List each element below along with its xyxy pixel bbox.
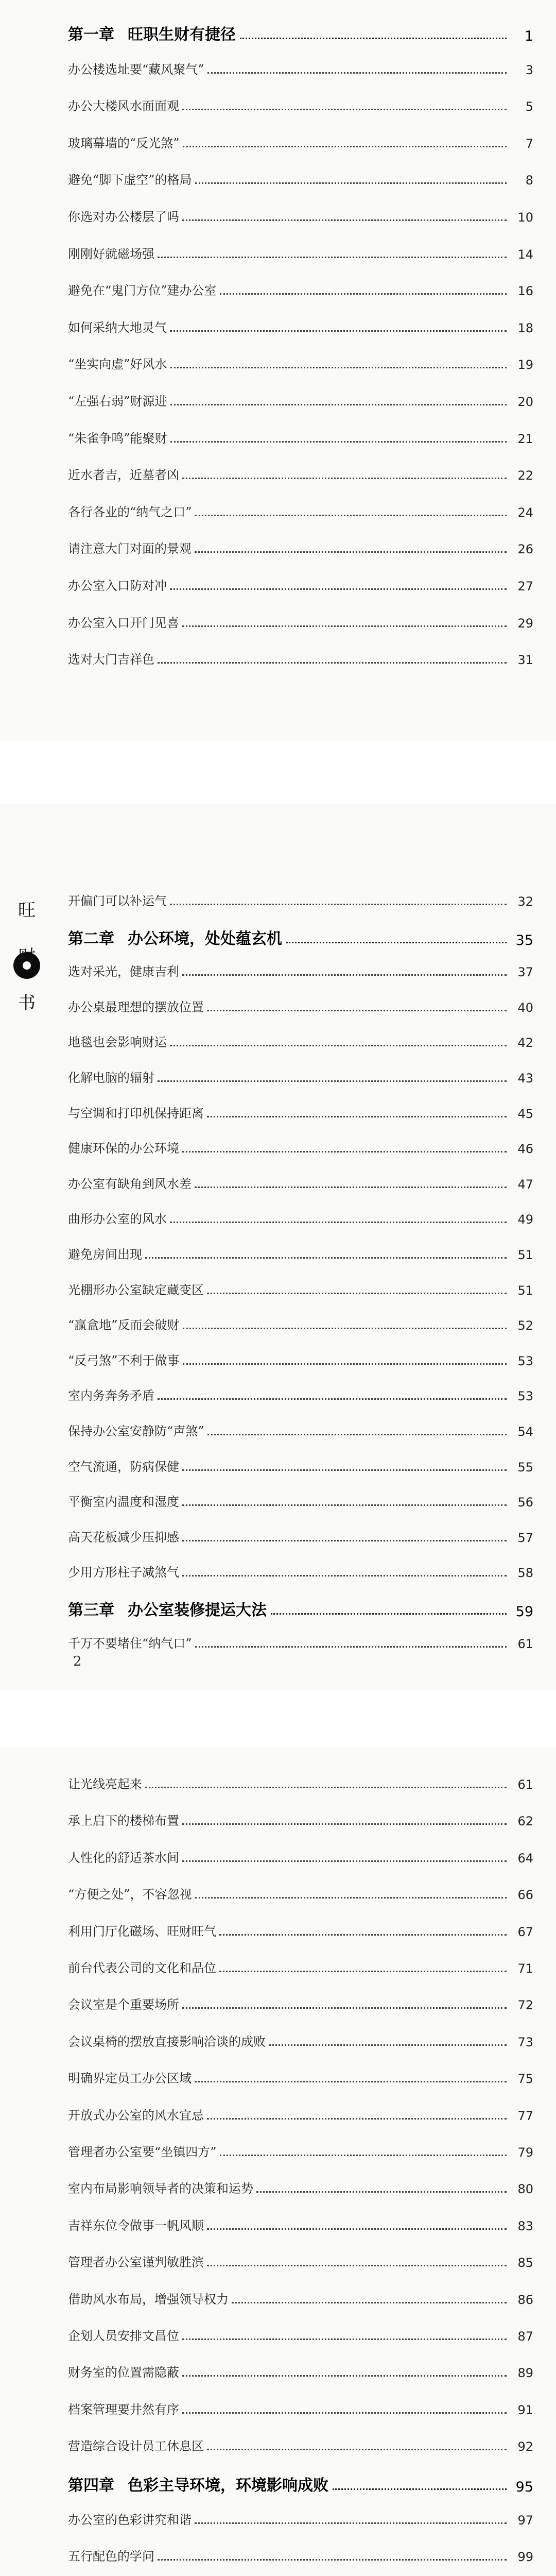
dot-leader (195, 1897, 507, 1899)
page-ref: 97 (517, 2513, 533, 2528)
page-ref: 66 (517, 1888, 533, 1903)
toc-chapter-row[interactable] (68, 1589, 533, 1620)
toc-entry-row[interactable] (68, 2243, 533, 2270)
dot-leader (220, 293, 507, 295)
page-ref: 87 (517, 2329, 533, 2344)
dot-leader (170, 588, 507, 590)
page-gap (0, 742, 556, 804)
toc-entry-row[interactable] (68, 882, 533, 909)
toc-entry-row[interactable] (68, 419, 533, 446)
toc-entry-row[interactable] (68, 953, 533, 979)
page-ref: 89 (517, 2366, 533, 2381)
toc-entry-row[interactable] (68, 2133, 533, 2160)
page-ref: 31 (517, 653, 533, 668)
page-ref: 26 (517, 542, 533, 557)
entry-title: 前台代表公司的文化和品位 (68, 1961, 216, 1975)
entry-title: 室内务奔务矛盾 (68, 1388, 154, 1403)
page-ref: 79 (517, 2145, 533, 2160)
dot-leader (182, 219, 507, 221)
dot-leader (286, 942, 507, 943)
toc-entry-row[interactable] (68, 161, 533, 188)
entry-title: 办公大楼风水面面观 (68, 99, 179, 114)
entry-title: “反弓煞”不利于做事 (68, 1353, 180, 1368)
page-ref: 99 (517, 2550, 533, 2565)
dot-leader (170, 404, 507, 405)
dot-leader (182, 2375, 507, 2377)
dot-leader (207, 1434, 507, 1435)
page-ref: 92 (517, 2439, 533, 2454)
page-ref: 85 (517, 2256, 533, 2270)
entry-title: 空气流通，防病保健 (68, 1459, 179, 1474)
entry-title: 地毯也会影响财运 (68, 1035, 167, 1050)
entry-title: 平衡室内温度和湿度 (68, 1495, 179, 1510)
dot-leader (207, 1293, 507, 1294)
entry-title: 管理者办公室要“坐镇四方” (68, 2145, 217, 2159)
entry-title: 财务室的位置需隐蔽 (68, 2365, 179, 2380)
page-ref: 21 (517, 431, 533, 446)
entry-title: 办公室入口开门见喜 (68, 615, 179, 630)
dot-leader (182, 1823, 507, 1825)
toc-entry-row[interactable] (68, 1912, 533, 1939)
toc-entry-row[interactable] (68, 309, 533, 335)
dot-leader (195, 2522, 507, 2524)
toc-entry-row[interactable] (68, 1949, 533, 1976)
page-ref: 51 (517, 1283, 533, 1298)
dot-leader (207, 2228, 507, 2230)
dot-leader (182, 2007, 507, 2009)
entry-title: 高天花板减少压抑感 (68, 1530, 179, 1545)
dot-leader (145, 1787, 507, 1788)
toc-entry-row[interactable] (68, 988, 533, 1015)
entry-title: 让光线亮起来 (68, 1777, 142, 1791)
toc-entry-row[interactable] (68, 1165, 533, 1192)
toc-entry-row[interactable] (68, 2096, 533, 2123)
entry-title: 你选对办公楼层了吗 (68, 210, 179, 224)
dot-leader (183, 1363, 507, 1365)
entry-title: 刚刚好就磁场强 (68, 246, 154, 261)
page-ref: 80 (517, 2182, 533, 2197)
toc-entry-row[interactable] (68, 1023, 533, 1050)
page-ref: 10 (517, 210, 533, 225)
dot-leader (195, 1187, 507, 1188)
chapter-title: 色彩主导环境，环境影响成败 (128, 2476, 328, 2495)
entry-title: 吉祥东位令做事一帆风顺 (68, 2218, 204, 2233)
page-ref: 51 (517, 1248, 533, 1262)
page-ref: 75 (517, 2072, 533, 2087)
toc-entry-row[interactable] (68, 1839, 533, 1866)
entry-title: 借助风水布局，增强领导权力 (68, 2292, 229, 2307)
page-ref: 54 (517, 1425, 533, 1439)
toc-entry-row[interactable] (68, 2207, 533, 2233)
toc-entry-row[interactable] (68, 198, 533, 225)
page-ref: 62 (517, 1814, 533, 1829)
toc-entry-row[interactable] (68, 493, 533, 520)
entry-title: 请注意大门对面的景观 (68, 541, 192, 556)
entry-title: “方便之处”，不容忽视 (68, 1887, 192, 1902)
entry-title: 选对采光，健康吉利 (68, 964, 179, 979)
page-ref: 72 (517, 1998, 533, 2013)
dot-leader (158, 662, 507, 664)
dot-leader (195, 2081, 507, 2082)
entry-title: 避免房间出现 (68, 1247, 142, 1262)
page-ref: 49 (517, 1212, 533, 1227)
entry-title: 各行各业的“纳气之口” (68, 504, 192, 519)
page-ref: 45 (517, 1106, 533, 1121)
entry-title: 企划人员安排文昌位 (68, 2329, 179, 2343)
spine-char: 旺 (18, 900, 36, 921)
page-ref: 71 (517, 1961, 533, 1976)
dot-leader (256, 2191, 507, 2193)
toc-entry-row[interactable] (68, 2537, 533, 2564)
toc-entry-row[interactable] (68, 1412, 533, 1439)
toc-entry-row[interactable] (68, 640, 533, 667)
toc-entry-row[interactable] (68, 1129, 533, 1156)
toc-entry-row[interactable] (68, 272, 533, 298)
page-ref: 3 (525, 62, 533, 77)
toc-entry-row[interactable] (68, 235, 533, 262)
page-ref: 32 (517, 894, 533, 909)
entry-title: 少用方形柱子减煞气 (68, 1565, 179, 1580)
page-ref: 35 (515, 932, 533, 948)
entry-title: 选对大门吉祥色 (68, 652, 154, 667)
toc-chapter-row[interactable] (68, 2464, 533, 2495)
entry-title: “赢盒地”反而会破财 (68, 1318, 180, 1333)
toc-entry-row[interactable] (68, 2023, 533, 2049)
toc-chapter-row[interactable] (68, 13, 533, 44)
page-ref: 29 (517, 616, 533, 631)
spine-char: 书 (18, 993, 36, 1013)
page-ref: 55 (517, 1460, 533, 1475)
entry-title: 室内布局影响领导者的决策和运势 (68, 2181, 253, 2196)
page-ref: 27 (517, 579, 533, 594)
toc-entry-row[interactable] (68, 50, 533, 77)
dot-leader (182, 2412, 507, 2414)
dot-leader (195, 1646, 507, 1648)
toc-entry-row[interactable] (68, 2059, 533, 2086)
dot-leader (182, 625, 507, 627)
dot-leader (158, 1398, 507, 1400)
page-ref: 67 (517, 1924, 533, 1939)
entry-title: 近水者吉，近墓者凶 (68, 468, 179, 483)
book-spine-label (11, 902, 42, 1012)
toc-entry-row[interactable] (68, 604, 533, 631)
entry-title: 档案管理要井然有序 (68, 2402, 179, 2417)
entry-title: 保持办公室安静防“声煞” (68, 1424, 204, 1438)
entry-title: 会议桌椅的摆放直接影响洽谈的成败 (68, 2034, 266, 2049)
dot-leader (182, 1504, 507, 1506)
toc-entry-row[interactable] (68, 345, 533, 372)
toc-entry-row[interactable] (68, 2427, 533, 2454)
toc-entry-row[interactable] (68, 1986, 533, 2012)
page-ref: 95 (515, 2479, 533, 2495)
chapter-number: 第四章 (68, 2476, 114, 2495)
toc-entry-row[interactable] (68, 1342, 533, 1368)
dot-leader (170, 1045, 507, 1046)
dot-leader (183, 1328, 507, 1329)
entry-title: 五行配色的学问 (68, 2549, 154, 2564)
dot-leader (158, 1080, 507, 1082)
toc-entry-row[interactable] (68, 2317, 533, 2344)
page-ref: 57 (517, 1530, 533, 1545)
dot-leader (271, 1613, 507, 1615)
dot-leader (219, 1934, 507, 1936)
entry-title: 化解电脑的辐射 (68, 1071, 154, 1085)
dot-leader (182, 974, 507, 976)
page-ref: 61 (517, 1777, 533, 1792)
entry-title: “坐实向虚”好风水 (68, 357, 167, 372)
entry-title: 会议室是个重要场所 (68, 1997, 179, 2012)
dot-leader (182, 1575, 507, 1577)
dot-leader (170, 441, 507, 443)
dot-leader (170, 367, 507, 368)
entry-title: “朱雀争鸣”能聚财 (68, 431, 167, 446)
page-ref: 18 (517, 320, 533, 335)
toc-entry-row[interactable] (68, 1553, 533, 1580)
toc-entry-row[interactable] (68, 2391, 533, 2417)
entry-title: 千万不要堵住“纳气口” (68, 1636, 192, 1651)
dot-leader (207, 1116, 507, 1117)
page-ref: 73 (517, 2035, 533, 2049)
entry-title: 曲形办公室的风水 (68, 1212, 167, 1227)
dot-leader (182, 1540, 507, 1541)
toc-entry-row[interactable] (68, 1377, 533, 1403)
page-ref: 40 (517, 1000, 533, 1015)
toc-entry-row[interactable] (68, 456, 533, 483)
dot-leader (269, 2044, 507, 2046)
entry-title: 光棚形办公室缺定藏变区 (68, 1282, 204, 1297)
entry-title: 开偏门可以补运气 (68, 894, 167, 908)
toc-entry-row[interactable] (68, 2280, 533, 2307)
dot-leader (232, 2302, 507, 2303)
toc-entry-row[interactable] (68, 2353, 533, 2380)
entry-title: 办公室有缺角到风水差 (68, 1176, 192, 1191)
page-ref: 83 (517, 2218, 533, 2233)
toc-entry-row[interactable] (68, 1624, 533, 1651)
dot-leader (182, 109, 507, 110)
page-ref: 43 (517, 1071, 533, 1086)
toc-entry-row[interactable] (68, 1094, 533, 1121)
dot-leader (170, 330, 507, 332)
dot-leader (195, 182, 507, 184)
dot-leader (333, 2488, 507, 2490)
page-ref: 20 (517, 395, 533, 409)
entry-title: 健康环保的办公环境 (68, 1141, 179, 1156)
chapter-title: 办公环境，处处蕴玄机 (128, 929, 282, 948)
toc-entry-row[interactable] (68, 1875, 533, 1902)
toc-entry-row[interactable] (68, 1448, 533, 1475)
page-ref: 5 (525, 99, 533, 114)
dot-leader (220, 2155, 507, 2156)
toc-entry-row[interactable] (68, 2170, 533, 2196)
page-ref: 53 (517, 1389, 533, 1404)
toc-entry-row[interactable] (68, 124, 533, 151)
entry-title: 开放式办公室的风水宜忌 (68, 2108, 204, 2123)
dot-leader (158, 2559, 507, 2561)
page-ref: 46 (517, 1142, 533, 1157)
page-ref: 56 (517, 1495, 533, 1510)
toc-entry-row[interactable] (68, 382, 533, 409)
page-ref: 91 (517, 2402, 533, 2417)
toc-entry-row[interactable] (68, 1483, 533, 1510)
page-ref: 22 (517, 468, 533, 483)
dot-leader (240, 38, 507, 39)
page-ref: 77 (517, 2108, 533, 2123)
entry-title: “左强右弱”财源进 (68, 394, 167, 409)
page-ref: 64 (517, 1851, 533, 1866)
chapter-title: 旺职生财有捷径 (128, 26, 236, 44)
entry-title: 避免“脚下虚空”的格局 (68, 173, 192, 188)
toc-entry-row[interactable] (68, 1306, 533, 1333)
entry-title: 办公室入口防对冲 (68, 579, 167, 593)
dot-leader (182, 2338, 507, 2340)
dot-leader (207, 1010, 507, 1011)
page-ref: 14 (517, 247, 533, 262)
dot-leader (182, 1151, 507, 1153)
entry-title: 利用门厅化磁场、旺财旺气 (68, 1924, 216, 1939)
entry-title: 营造综合设计员工休息区 (68, 2439, 204, 2454)
entry-title: 与空调和打印机保持距离 (68, 1106, 204, 1121)
dot-leader (195, 551, 507, 553)
page-ref: 16 (517, 284, 533, 299)
toc-chapter-row[interactable] (68, 918, 533, 948)
page-gap (0, 1690, 556, 1747)
page-ref: 37 (517, 965, 533, 980)
entry-title: 玻璃幕墙的“反光煞” (68, 135, 180, 150)
page-ref: 58 (517, 1566, 533, 1581)
chapter-number: 第二章 (68, 929, 114, 948)
dot-leader (195, 515, 507, 516)
dot-leader (207, 72, 507, 74)
chapter-number: 第三章 (68, 1601, 114, 1619)
page-ref: 52 (517, 1318, 533, 1333)
dot-leader (182, 1860, 507, 1862)
entry-title: 办公室的色彩讲究和谐 (68, 2513, 192, 2527)
toc-entry-row[interactable] (68, 1235, 533, 1262)
dot-leader (207, 2449, 507, 2450)
dot-leader (182, 478, 507, 479)
toc-entry-row[interactable] (68, 1802, 533, 1828)
toc-entry-row[interactable] (68, 2501, 533, 2528)
page-ref: 86 (517, 2292, 533, 2307)
dot-leader (145, 1257, 507, 1259)
toc-entry-row[interactable] (68, 1518, 533, 1545)
page-ref: 19 (517, 358, 533, 372)
chapter-number: 第一章 (68, 26, 114, 44)
toc-entry-row[interactable] (68, 567, 533, 594)
page-ref: 53 (517, 1353, 533, 1368)
page-ref: 42 (517, 1036, 533, 1050)
page-number: 2 (73, 1654, 82, 1669)
dot-leader (170, 1222, 507, 1223)
dot-leader (182, 1469, 507, 1471)
toc-entry-row[interactable] (68, 1765, 533, 1792)
toc-entry-row[interactable] (68, 1200, 533, 1227)
toc-entry-row[interactable] (68, 87, 533, 114)
dot-leader (158, 257, 507, 258)
dot-leader (170, 904, 507, 905)
dot-leader (207, 2118, 507, 2120)
page-ref: 61 (517, 1636, 533, 1651)
chapter-title: 办公室装修提运大法 (128, 1601, 267, 1619)
entry-title: 人性化的舒适茶水间 (68, 1850, 179, 1865)
dot-leader (219, 1971, 507, 1972)
toc-entry-row[interactable] (68, 530, 533, 556)
page-ref: 59 (515, 1604, 533, 1620)
page-ref: 24 (517, 505, 533, 520)
dot-leader (183, 146, 507, 147)
toc-entry-row[interactable] (68, 1059, 533, 1086)
page-ref: 47 (517, 1177, 533, 1192)
page-ref: 8 (525, 173, 533, 188)
entry-title: 管理者办公室谨判敏胜滨 (68, 2255, 204, 2270)
toc-entry-row[interactable] (68, 1271, 533, 1298)
entry-title: 如何采纳大地灵气 (68, 320, 167, 335)
entry-title: 办公桌最理想的摆放位置 (68, 999, 204, 1014)
page-ref: 7 (525, 136, 533, 151)
dot-leader (207, 2265, 507, 2266)
page-ref: 1 (524, 28, 533, 44)
entry-title: 承上启下的楼梯布置 (68, 1814, 179, 1828)
seal-icon (13, 952, 40, 979)
entry-title: 避免在“鬼门方位”建办公室 (68, 283, 217, 298)
entry-title: 办公楼选址要“藏风聚气” (68, 62, 204, 77)
entry-title: 明确界定员工办公区域 (68, 2071, 192, 2086)
